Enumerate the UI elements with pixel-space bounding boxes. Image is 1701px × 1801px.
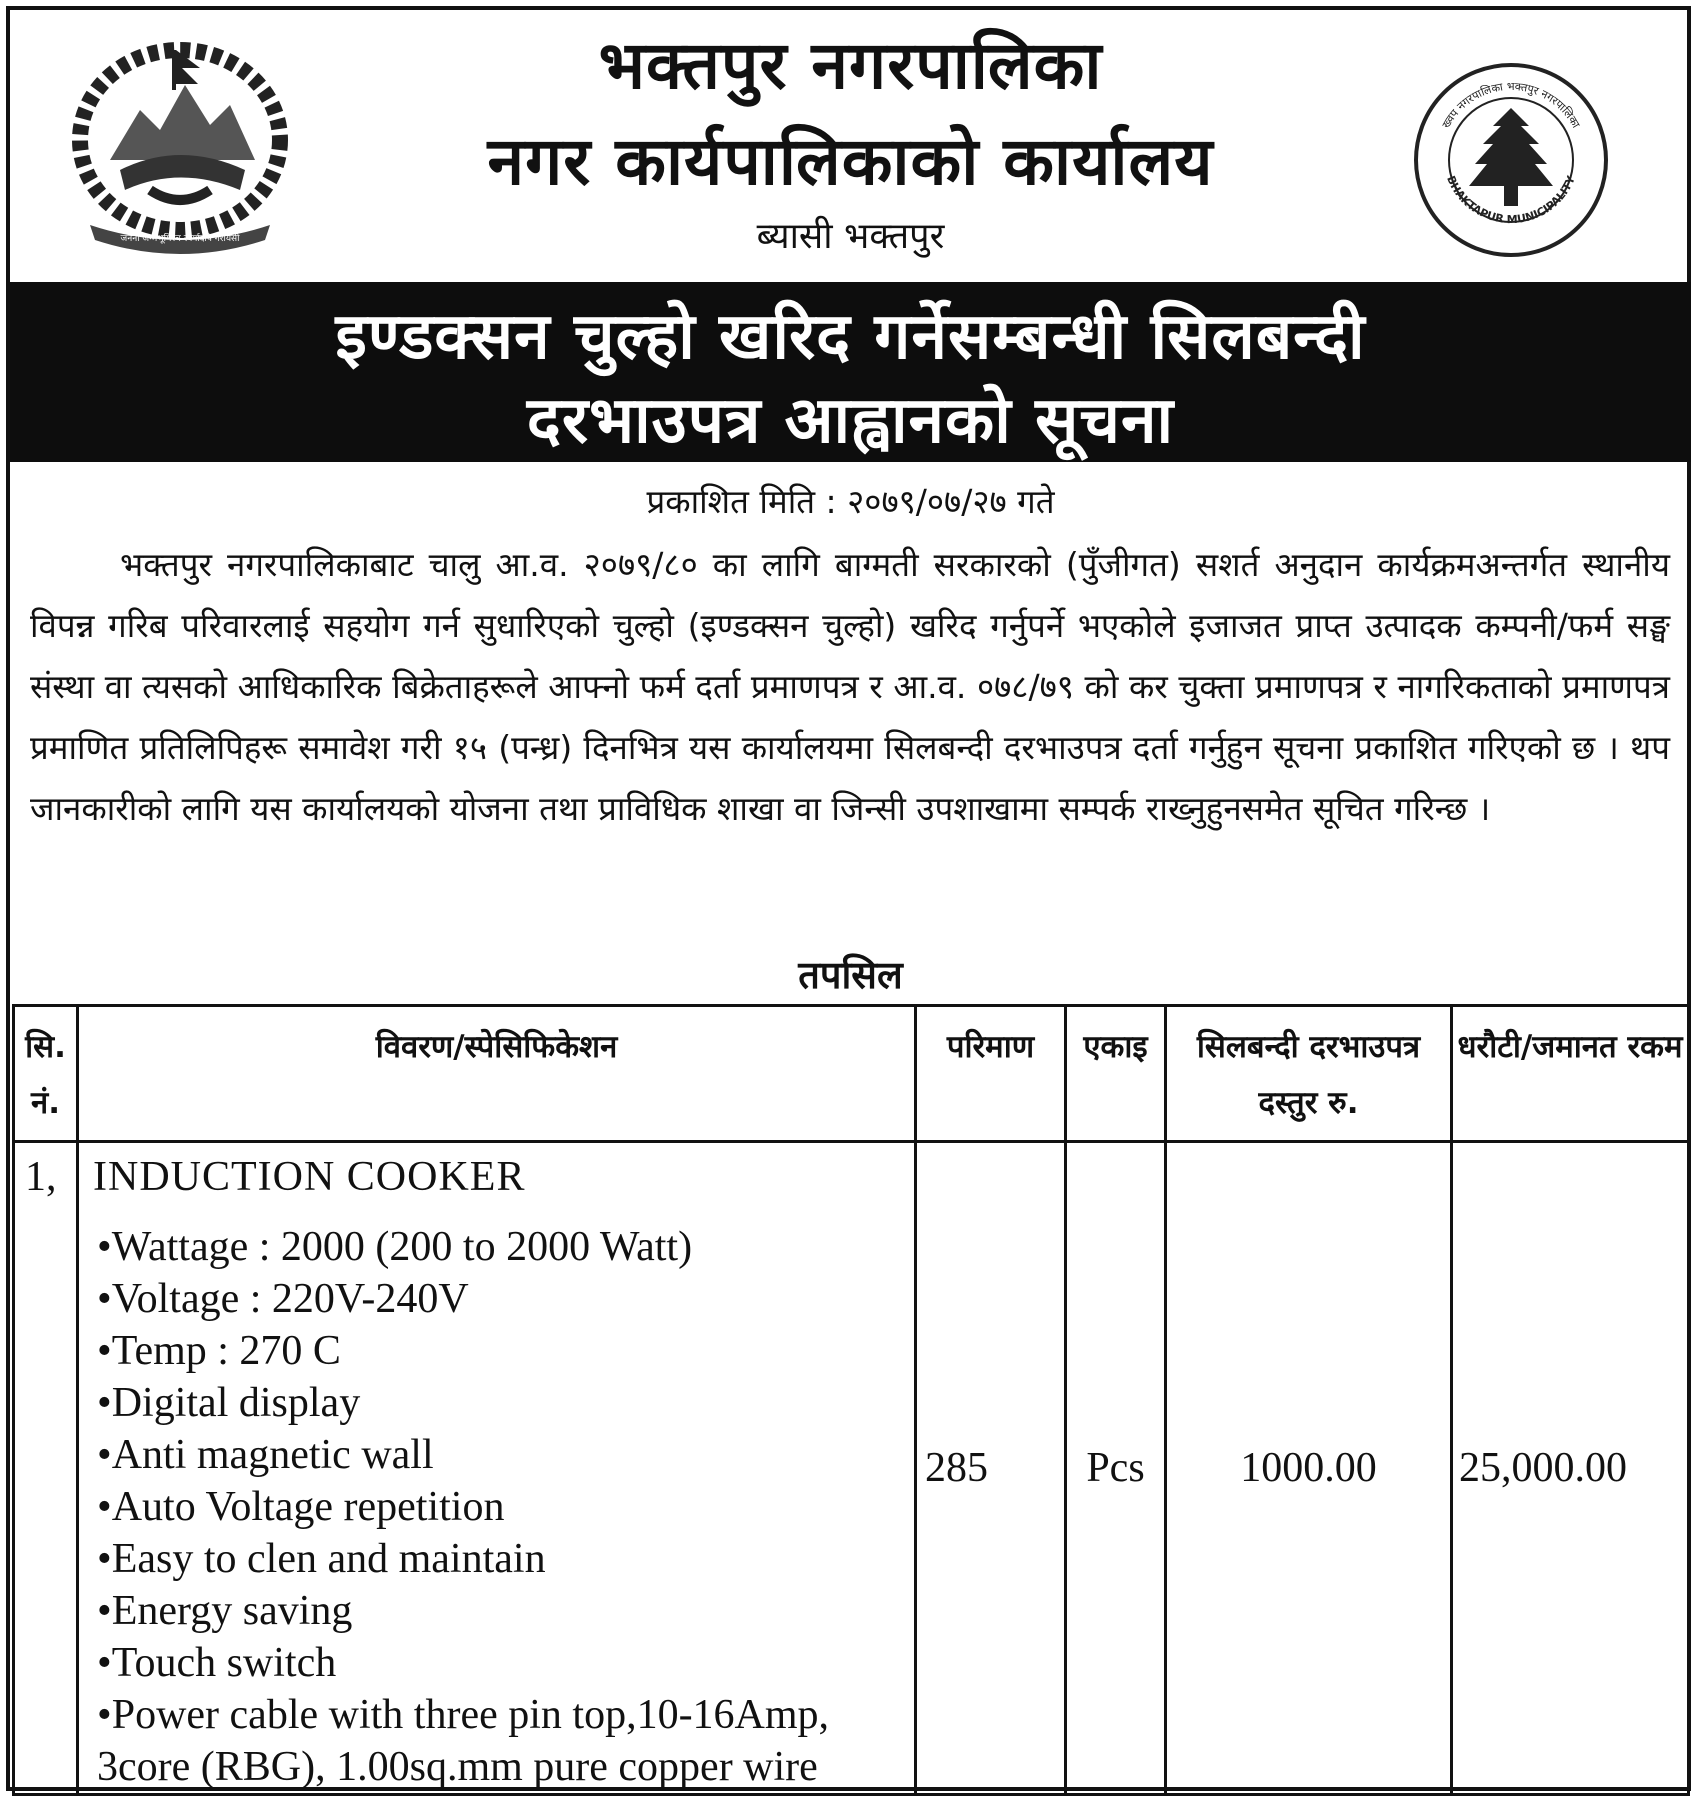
spec-item: • Energy saving xyxy=(97,1585,914,1637)
notice-header xyxy=(10,10,1691,280)
header-quantity: परिमाण xyxy=(916,1006,1066,1142)
spec-item: • Power cable with three pin top,10-16Amp, 3core (RBG), 1.00sq.mm pure copper wire xyxy=(97,1689,914,1793)
seal-text-bottom: BHAKTAPUR MUNICIPALITY xyxy=(1444,174,1578,227)
published-date: प्रकाशित मिति : २०७९/०७/२७ गते xyxy=(646,482,1055,521)
header-description: विवरण/स्पेसिफिकेशन xyxy=(78,1006,916,1142)
spec-item: • Auto Voltage repetition xyxy=(97,1481,914,1533)
emblem-motto: जननी जन्मभूमिश्च स्वर्गादपि गरीयसी xyxy=(120,234,240,244)
office-location: ब्यासी भक्तपुर xyxy=(756,216,945,257)
notice-title-line-2: दरभाउपत्र आह्वानको सूचना xyxy=(526,384,1175,458)
spec-item: • Touch switch xyxy=(97,1637,914,1689)
spec-item: • Digital display xyxy=(97,1377,914,1429)
schedule-title: तपसिल xyxy=(798,953,903,997)
header-sn: सि. नं. xyxy=(14,1006,78,1142)
row-description xyxy=(78,1142,916,1795)
seal-text-top: ख्वप नगरपालिका भक्तपुर नगरपालिका xyxy=(1439,79,1583,131)
spec-item: • Wattage : 2000 (200 to 2000 Watt) xyxy=(97,1221,914,1273)
bhaktapur-municipality-seal-icon xyxy=(1411,60,1611,260)
item-name: INDUCTION COOKER xyxy=(93,1154,526,1200)
header-fee: सिलबन्दी दरभाउपत्र दस्तुर रु. xyxy=(1166,1006,1452,1142)
table-row xyxy=(14,1142,1689,1795)
spec-item: • Temp : 270 C xyxy=(97,1325,914,1377)
notice-title-line-1: इण्डक्सन चुल्हो खरिद गर्नेसम्बन्धी सिलबन्दी xyxy=(335,300,1366,374)
header-unit: एकाइ xyxy=(1066,1006,1166,1142)
spec-list xyxy=(93,1221,914,1793)
spec-item: • Easy to clen and maintain xyxy=(97,1533,914,1585)
notice-title-banner xyxy=(10,282,1691,462)
row-quantity: 285 xyxy=(916,1142,1066,1795)
row-fee: 1000.00 xyxy=(1166,1142,1452,1795)
municipality-name: भक्तपुर नगरपालिका xyxy=(598,27,1103,104)
header-deposit: धरौटी/जमानत रकम xyxy=(1452,1006,1689,1142)
row-unit: Pcs xyxy=(1066,1142,1166,1795)
schedule-table xyxy=(12,1004,1690,1796)
spec-item: • Voltage : 220V-240V xyxy=(97,1273,914,1325)
table-header-row xyxy=(14,1006,1689,1142)
office-name: नगर कार्यपालिकाको कार्यालय xyxy=(487,123,1214,200)
spec-item: • Anti magnetic wall xyxy=(97,1429,914,1481)
notice-body-paragraph: भक्तपुर नगरपालिकाबाट चालु आ.व. २०७९/८० का लागि बाग्मती सरकारको (पुँजीगत) सशर्त अनुदान कार्यक्रमअन्तर्गत स्थानीय विपन्न गरिब परिवारलाई सहयोग गर्न सुधारिएको चुल्हो (इण्डक्सन चुल्हो) खरिद गर्नुपर्ने भएकोले इजाजत प्राप्त उत्पादक कम्पनी/फर्म सङ्घ संस्था वा त्यसको आधिकारिक बिक्रेताहरूले आफ्नो फर्म दर्ता प्रमाणपत्र र आ.व. ०७८/७९ को कर चुक्ता प्रमाणपत्र र नागरिकताको प्रमाणपत्र प्रमाणित प्रतिलिपिहरू समावेश गरी १५ (पन्ध्र) दिनभित्र यस कार्यालयमा सिलबन्दी दरभाउपत्र दर्ता गर्नुहुन सूचना प्रकाशित गरिएको छ । थप जानकारीको लागि यस कार्यालयको योजना तथा प्राविधिक शाखा वा जिन्सी उपशाखामा सम्पर्क राख्नुहुनसमेत सूचित गरिन्छ । xyxy=(30,545,1670,828)
row-sn: 1, xyxy=(14,1142,78,1795)
row-deposit: 25,000.00 xyxy=(1452,1142,1689,1795)
